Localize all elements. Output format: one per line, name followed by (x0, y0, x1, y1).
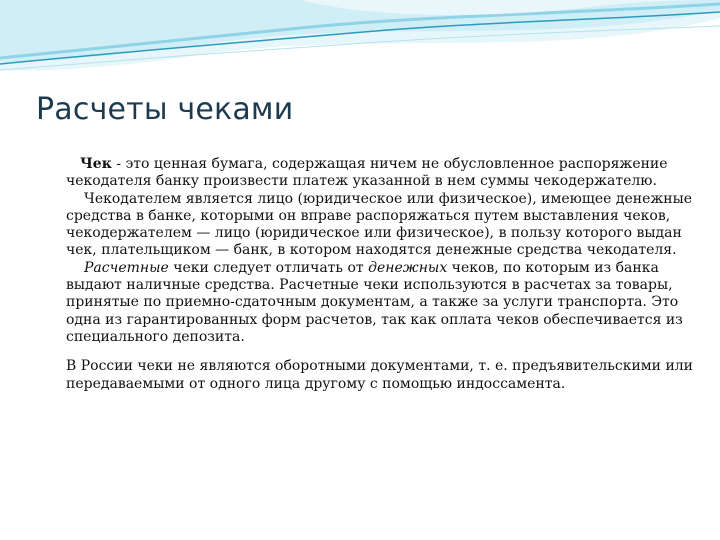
term-cash: денежных (368, 259, 448, 276)
term-check: Чек (80, 156, 112, 172)
paragraph-drawer-definition: Чекодателем является лицо (юридическое или физическое), имеющее денежные средства в банке, которыми он вправе распоряжаться путем выставления чеков, чекодержателем — лицо (юридическое или физическое), в пользу которого выдан чек, плательщиком — банк, в котором находятся денежные средства чекодателя. (66, 190, 693, 259)
header-wave-decoration (0, 0, 720, 90)
slide-body (66, 156, 696, 393)
check-types-text-1: чеки следует отличать от (168, 259, 369, 276)
check-types-text-2: чеков, по которым из банка выдают наличные средства. Расчетные чеки используются в расчетах за товары, принятые по приемно-сдаточным документам, а также за услуги транспорта. Это одна из гарантированных форм расчетов, так как оплата чеков обеспечивается из специального депозита. (66, 259, 683, 345)
check-definition-text: - это ценная бумага, содержащая ничем не обусловленное распоряжение чекодателя банку произвести платеж указанной в нем суммы чекодержателю. (66, 156, 668, 190)
slide-title: Расчеты чеками (36, 92, 294, 127)
paragraph-check-definition (66, 156, 696, 191)
paragraph-check-types (66, 260, 696, 346)
term-settlement: Расчетные (84, 259, 169, 276)
paragraph-spacer (66, 346, 696, 358)
paragraph-russia-note: В России чеки не являются оборотными документами, т. е. предъявительскими или передаваемыми от одного лица другому с помощью индоссамента. (66, 358, 694, 392)
